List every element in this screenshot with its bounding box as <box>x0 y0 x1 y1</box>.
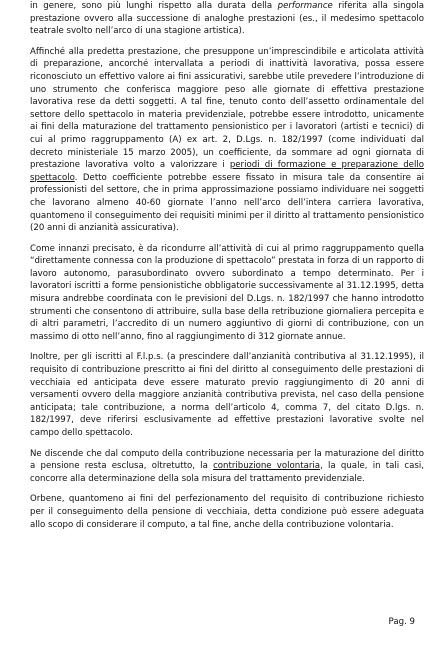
paragraph-text: . Detto coefficiente potrebbe essere fissato in misura tale da consentire ai professionisti del settore, che in prima approssimazione possiamo individuare nei soggetti che lavorano almeno 40-60 giornate l’anno nell’arco dell’intera carriera lavorativa, quantomeno il conseguimento dei requisiti minimi per il diritto al trattamento pensionistico (20 anni di anzianità assicurativa). <box>30 172 424 234</box>
page-number: Pag. 9 <box>388 617 415 627</box>
paragraph-text: Ne discende che dal computo della contribuzione necessaria per la maturazione del diritto a pensione resta esclusa, oltretutto, la <box>30 448 424 472</box>
underlined-term: contribuzione volontaria <box>213 461 321 472</box>
paragraph-text: Inoltre, per gli iscritti al F.l.p.s. (a prescindere dall’anzianità contributiva al 31.12.1995), il requisito di contribuzione prescritto ai fini del diritto al conseguimento delle prestazioni di vecchiaia ed anticipata deve essere maturato previo raggiungimento di 20 anni di versamenti ovvero della maggiore anzianità contributiva prevista, nel caso della pensione anticipata; tale contribuzione, a norma dell’articolo 4, comma 7, del citato D.lgs. n. 182/1997, deve riferirsi esclusivamente ad effettive prestazioni lavorative svolte nel campo dello spettacolo. <box>30 352 424 438</box>
paragraph-text: Orbene, quantomeno ai fini del perfezionamento del requisito di contribuzione richiesto per il conseguimento della pensione di vecchiaia, detta condizione può essere adeguata allo scopo di considerare il computo, a tal fine, anche della contribuzione volontaria. <box>30 494 424 530</box>
paragraph <box>30 351 424 439</box>
paragraph <box>30 448 424 486</box>
paragraph <box>30 243 424 344</box>
paragraph <box>30 493 424 531</box>
document-body <box>30 0 424 539</box>
italic-term: performance <box>277 1 333 11</box>
underlined-term: periodi di formazione e preparazione dello spettacolo <box>30 160 424 183</box>
paragraph-text: Come innanzi precisato, è da ricondurre all’attività di cui al primo raggruppamento quella “direttamente connessa con la produzione di spettacolo” prestata in forza di un rapporto di lavoro autonomo, parasubordinato ovvero subordinato a tempo determinato. Per i lavoratori iscritti a forme pensionistiche obbligatorie successivamente al 31.12.1995, detta misura andrebbe coordinata con le previsioni del D.Lgs. n. 182/1997 che hanno introdotto strumenti che consentono di attribuire, sulla base della retribuzione giornaliera percepita e di altri parametri, l’accredito di un numero aggiuntivo di giorni di contribuzione, con un massimo di otto nell’anno, fino al raggiungimento di 312 giornate annue. <box>30 243 424 342</box>
paragraph-text: , la quale, in tali casi, concorre alla determinazione della sola misura del trattamento previdenziale. <box>30 461 424 484</box>
paragraph-text: riferita alla singola prestazione ovvero alla successione di analoghe prestazioni (es., il medesimo spettacolo teatrale svolto nell’arco di una stagione artistica). <box>30 1 424 37</box>
paragraph <box>30 46 424 235</box>
paragraph-text: Affinché alla predetta prestazione, che presuppone un’imprescindibile e articolata attività di preparazione, ancorché intervallata a periodi di inattività lavorativa, possa essere riconosciuto un effettivo valore ai fini assicurativi, sarebbe utile prevedere l’introduzione di uno strumento che conferisca maggiore peso alle giornate di effettiva prestazione lavorativa rese da detti soggetti. A tal fine, tenuto conto dell’assetto ordinamentale del settore dello spettacolo in materia previdenziale, potrebbe essere introdotto, unicamente ai fini della maturazione del trattamento pensionistico per i lavoratori (artisti e tecnici) di cui al primo raggruppamento (A) ex art. 2, D.Lgs. n. 182/1997 (come individuati dal decreto ministeriale 15 marzo 2005), un coefficiente, da sommare ad ogni giornata di prestazione lavorativa volto a valorizzare i <box>30 46 424 171</box>
paragraph <box>30 0 424 38</box>
paragraph-text: in genere, sono più lunghi rispetto alla durata della <box>30 1 278 11</box>
